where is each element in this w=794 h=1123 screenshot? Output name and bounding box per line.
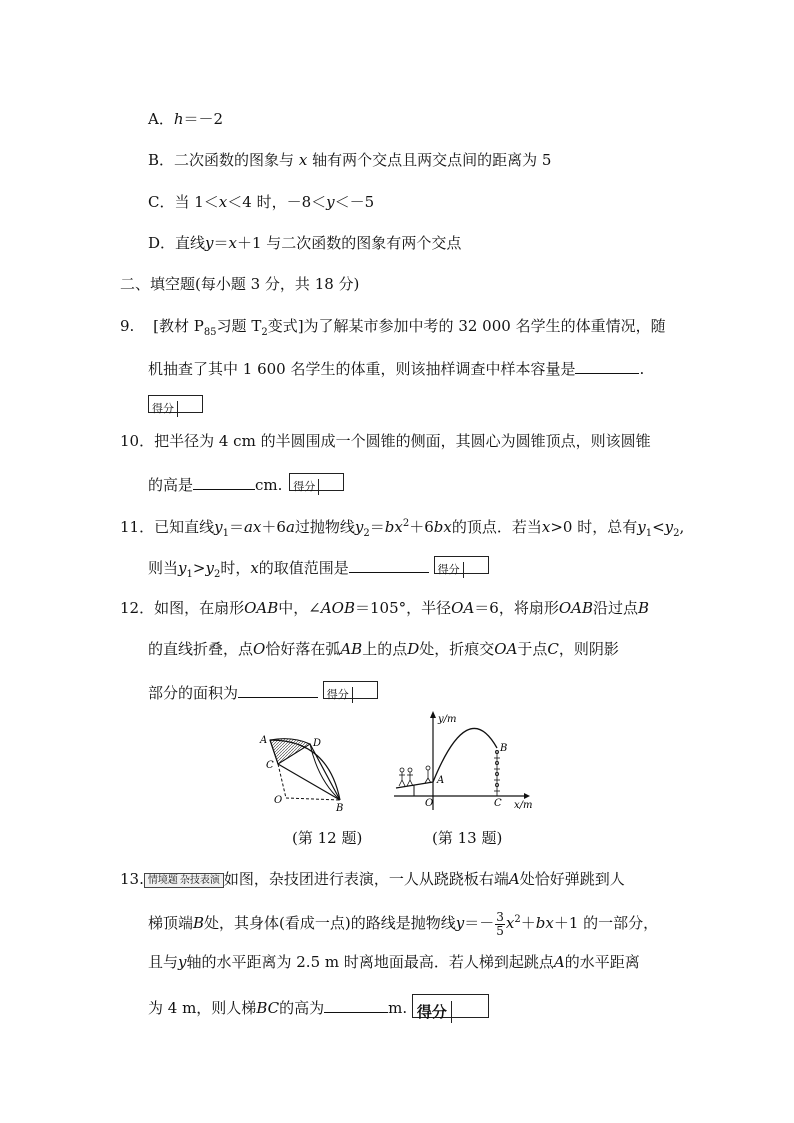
label-o: O [274,795,283,806]
label-b: B [336,803,344,814]
q13-answer-blank[interactable] [324,996,388,1013]
option-b: B．二次函数的图象与 x 轴有两个交点且两交点间的距离为 5 [148,151,552,169]
y-arrow [430,711,436,718]
q13-line4: 为 4 m，则人梯BC的高为 m. 得分 [148,994,489,1018]
score-input[interactable] [178,396,202,412]
x-arrow [524,793,530,799]
figure-13-trajectory [390,708,535,814]
q12-score-box: 得分 [323,681,378,699]
label-d: D [313,738,322,749]
q13-line1: 13. 情境题 杂技表演 如图，杂技团进行表演，一人从跷跷板右端A处恰好弹跳到人 [120,870,625,888]
label-a: A [437,775,445,786]
q12-line2: 的直线折叠，点O恰好落在弧AB上的点D处，折痕交OA于点C，则阴影 [148,640,619,658]
x-axis-label: x/m [514,800,533,811]
label-c: C [266,760,274,771]
q13-line2: 梯顶端B处，其身体(看成一点)的路线是抛物线y＝－ $\frac{3}{5}$ $x^2+bx+1$ 的一部分， [148,909,659,938]
human-ladder [494,750,500,796]
dashed-ob [286,798,340,800]
figure-12-caption: (第 12 题) [292,829,363,847]
score-input[interactable] [452,995,488,1017]
y-axis-label: y/m [438,714,457,725]
q11-answer-blank[interactable] [349,556,429,573]
q12-answer-blank[interactable] [238,681,318,698]
score-input[interactable] [353,682,377,698]
label-b: B [500,743,508,754]
q10-line2: 的高是 cm. 得分 [148,473,344,495]
q10-line1: 10．把半径为 4 cm 的半圆围成一个圆锥的侧面，其圆心为圆锥顶点，则该圆锥 [120,432,651,450]
q9-score-row [148,393,203,413]
dashed-oc [278,764,286,798]
q10-answer-blank[interactable] [193,473,255,490]
option-d: D．直线y＝x＋1 与二次函数的图象有两个交点 [148,234,462,252]
q9-line1: 9. [教材 $P_{85}$习题 $T_2$变式]为了解某市参加中考的 32 000 名学生的体重情况，随 [120,317,666,338]
score-input[interactable] [319,474,343,490]
parabola [433,728,497,782]
q10-score-box: 得分 [289,473,344,491]
q11-line2: 则当$y_1>y_2$时，x的取值范围是 得分 [148,556,489,585]
q9-answer-blank[interactable] [575,357,639,374]
option-c: C．当 1＜x＜4 时，－8＜y＜－5 [148,193,375,211]
q12-line3: 部分的面积为 得分 [148,681,378,703]
q9-score-box: 得分 [148,395,203,413]
figure-13-caption: (第 13 题) [432,829,503,847]
label-a: A [260,735,268,746]
option-a: A．h＝－2 [148,110,224,128]
fraction: $\frac{3}{5}$ [496,909,504,938]
q12-line1: 12．如图，在扇形OAB中，∠AOB＝105°，半径OA＝6，将扇形OAB沿过点B [120,599,650,617]
q11-score-box: 得分 [434,556,489,574]
q13-line3: 且与y轴的水平距离为 2.5 m 时离地面最高．若人梯到起跳点A的水平距离 [148,953,640,971]
context-tag: 情境题 杂技表演 [144,873,224,888]
label-o: O [425,798,434,809]
section-title: 二、填空题(每小题 3 分，共 18 分) [120,275,360,293]
q11-line1: 11．已知直线$y_1=ax+6a$过抛物线$y_2=bx^2+6bx$的顶点．若当x>0 时，总有$y_1<y_2$, [120,518,685,539]
q9-line2: 机抽查了其中 1 600 名学生的体重，则该抽样调查中样本容量是 . [148,357,644,379]
label-c: C [494,798,502,809]
figure-12-sector [258,730,358,814]
score-input[interactable] [464,557,488,573]
q9-number: 9. [120,317,135,335]
q13-score-box: 得分 [412,994,489,1018]
